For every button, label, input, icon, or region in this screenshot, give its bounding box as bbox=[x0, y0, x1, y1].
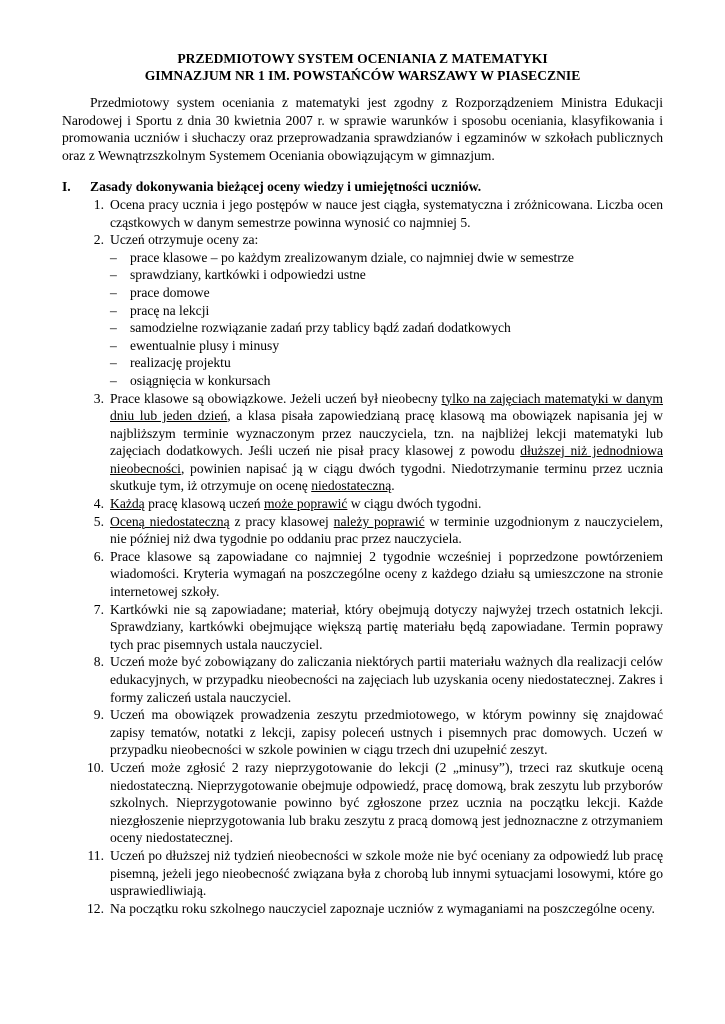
dash-bullet: – bbox=[110, 284, 117, 300]
list-item-text: realizację projektu bbox=[130, 355, 231, 371]
rule-number: 7. bbox=[93, 601, 104, 617]
text-segment: pracę klasową uczeń bbox=[144, 496, 264, 512]
rule-number: 8. bbox=[93, 654, 104, 670]
rule-number: 9. bbox=[93, 707, 104, 723]
rule-item bbox=[62, 231, 663, 389]
rule-text: Uczeń może zgłosić 2 razy nieprzygotowanie do lekcji (2 „minusy”), trzeci raz skutkuje oceną niedostateczną. Nieprzygotowanie obejmuje odpowiedź, pracę domową, brak zeszytu lub przyborów szkolnych. Nieprzygotowanie powinno być zgłoszone przez ucznia na początku lekcji. Każde niezgłoszenie nieprzygotowania lub braku zeszytu z pracą domową jest jednoznaczne z otrzymaniem oceny niedostatecznej. bbox=[110, 759, 663, 846]
underlined-text: Oceną niedostateczną bbox=[110, 513, 230, 529]
rule-number: 6. bbox=[93, 548, 104, 564]
dash-bullet: – bbox=[110, 320, 117, 336]
list-item-text: pracę na lekcji bbox=[130, 302, 210, 318]
text-segment: , powinien napisać ją w ciągu dwóch tygodni. Niedotrzymanie terminu przez ucznia skutkuje tym, iż otrzymuje on ocenę bbox=[110, 460, 663, 494]
text-segment: w ciągu dwóch tygodni. bbox=[347, 496, 482, 512]
list-item bbox=[110, 266, 663, 284]
rule-text bbox=[110, 495, 663, 513]
rule-number: 10. bbox=[87, 759, 104, 775]
rule-item bbox=[62, 706, 663, 759]
rule-number: 5. bbox=[93, 513, 104, 529]
rule-text: Ocena pracy ucznia i jego postępów w nauce jest ciągła, systematyczna i zróżnicowana. Liczba ocen cząstkowych w danym semestrze powinna wynosić co najmniej 5. bbox=[110, 196, 663, 230]
list-item bbox=[110, 319, 663, 337]
underlined-text: tylko na zajęciach matematyki w danym dniu lub jeden dzień bbox=[110, 390, 663, 424]
rule-item bbox=[62, 759, 663, 847]
rule-item bbox=[62, 601, 663, 654]
rule-text: Prace klasowe są zapowiadane co najmniej 2 tygodnie wcześniej i poprzedzone powtórzeniem wiadomości. Kryteria wymagań na poszczególne oceny z każdego działu są umieszczone na stronie internetowej szkoły. bbox=[110, 548, 663, 600]
dash-bullet: – bbox=[110, 355, 117, 371]
rule-text: Uczeń ma obowiązek prowadzenia zeszytu przedmiotowego, w którym powinny się znajdować zapisy tematów, notatki z lekcji, zapisy poleceń ustnych i pisemnych prac domowych. Uczeń w przypadku nieobecności w szkole powinien w ciągu trzech dni uzupełnić zeszyt. bbox=[110, 707, 663, 758]
list-item bbox=[110, 354, 663, 372]
list-item bbox=[110, 302, 663, 320]
section-number: I. bbox=[62, 179, 71, 195]
dash-bullet: – bbox=[110, 302, 117, 318]
list-item bbox=[110, 249, 663, 267]
text-segment: , a klasa pisała zapowiedzianą pracę klasową ma obowiązek napisania jej w najbliższym terminie wyznaczonym przez nauczyciela, tzn. na najbliżej lekcji matematyki lub zajęciach dodatkowych. Jeśli uczeń nie pisał pracy klasowej z powodu bbox=[110, 408, 663, 459]
rule-number: 12. bbox=[87, 900, 104, 916]
underlined-text: niedostateczną bbox=[311, 478, 392, 494]
underlined-text: Każdą bbox=[110, 496, 145, 512]
rule-text: Na początku roku szkolnego nauczyciel zapoznaje uczniów z wymaganiami na poszczególne oceny. bbox=[110, 900, 655, 916]
document-title-line-2: GIMNAZJUM NR 1 IM. POWSTAŃCÓW WARSZAWY W PIASECZNIE bbox=[144, 68, 581, 83]
rule-body bbox=[110, 231, 663, 389]
rule-item bbox=[62, 495, 663, 513]
rule-text: Uczeń otrzymuje oceny za: bbox=[110, 232, 259, 248]
section-title: Zasady dokonywania bieżącej oceny wiedzy i umiejętności uczniów. bbox=[90, 179, 482, 195]
rule-text: Uczeń po dłuższej niż tydzień nieobecności w szkole może nie być oceniany za odpowiedź lub pracę pisemną, jeżeli jego nieobecność związana była z chorobą lub innymi sytuacjami losowymi, które go usprawiedliwiają. bbox=[110, 847, 663, 899]
rule-number: 11. bbox=[87, 847, 104, 863]
grade-sources-list bbox=[110, 249, 663, 390]
dash-bullet: – bbox=[110, 249, 117, 265]
list-item-text: sprawdziany, kartkówki i odpowiedzi ustne bbox=[130, 267, 366, 283]
dash-bullet: – bbox=[110, 267, 117, 283]
underlined-text: może poprawić bbox=[263, 496, 348, 512]
rule-item bbox=[62, 900, 663, 918]
rule-item bbox=[62, 548, 663, 601]
list-item bbox=[110, 372, 663, 390]
rule-text: Kartkówki nie są zapowiadane; materiał, który obejmują dotyczy najwyżej trzech ostatnich lekcji. Sprawdziany, kartkówki obejmujące większą partię materiału będą zapowiadane. Termin poprawy tych prac pisemnych ustala nauczyciel. bbox=[110, 601, 663, 652]
rule-text bbox=[110, 390, 663, 496]
list-item-text: osiągnięcia w konkursach bbox=[130, 372, 271, 388]
list-item bbox=[110, 284, 663, 302]
rule-text bbox=[110, 513, 663, 548]
rule-item bbox=[62, 390, 663, 496]
dash-bullet: – bbox=[110, 337, 117, 353]
rule-item bbox=[62, 847, 663, 900]
rule-number: 2. bbox=[93, 232, 104, 248]
list-item-text: ewentualnie plusy i minusy bbox=[130, 337, 280, 353]
intro-paragraph: Przedmiotowy system oceniania z matematyki jest zgodny z Rozporządzeniem Ministra Edukacji Narodowej i Sportu z dnia 30 kwietnia 2007 r. w sprawie warunków i sposobu oceniania, klasyfikowania i promowania uczniów i słuchaczy oraz przeprowadzania sprawdzianów i egzaminów w szkołach publicznych oraz z Wewnątrzszkolnym Systemem Oceniania obowiązującym w gimnazjum. bbox=[62, 95, 663, 163]
rule-item bbox=[62, 653, 663, 706]
list-item bbox=[110, 337, 663, 355]
list-item-text: prace domowe bbox=[130, 284, 210, 300]
rule-text: Uczeń może być zobowiązany do zaliczania niektórych partii materiału ważnych dla realizacji celów edukacyjnych, w przypadku nieobecności na zajęciach lub uzyskania oceny niedostatecznej. Zakres i formy zaliczeń ustala nauczyciel. bbox=[110, 654, 663, 705]
text-segment: Prace klasowe są obowiązkowe. Jeżeli uczeń był nieobecny bbox=[110, 390, 442, 406]
section-heading bbox=[62, 178, 663, 196]
rule-number: 4. bbox=[93, 496, 104, 512]
underlined-text: należy poprawić bbox=[333, 513, 425, 529]
rule-item bbox=[62, 196, 663, 231]
rule-number: 3. bbox=[93, 390, 104, 406]
text-segment: z pracy klasowej bbox=[229, 513, 334, 529]
rule-item bbox=[62, 513, 663, 548]
list-item-text: samodzielne rozwiązanie zadań przy tablicy bądź zadań dodatkowych bbox=[130, 320, 511, 336]
document-title-line-1: PRZEDMIOTOWY SYSTEM OCENIANIA Z MATEMATYKI bbox=[177, 51, 548, 66]
list-item-text: prace klasowe – po każdym zrealizowanym dziale, co najmniej dwie w semestrze bbox=[130, 249, 574, 265]
text-segment: . bbox=[391, 478, 395, 494]
text-segment: w terminie uzgodnionym z nauczycielem, nie później niż dwa tygodnie po oddaniu prac przez nauczyciela. bbox=[110, 513, 664, 547]
rule-number: 1. bbox=[93, 196, 104, 212]
dash-bullet: – bbox=[110, 372, 117, 388]
rules-list bbox=[62, 196, 663, 917]
underlined-text: dłuższej niż jednodniowa nieobecności bbox=[110, 443, 663, 476]
document-page bbox=[62, 50, 663, 917]
